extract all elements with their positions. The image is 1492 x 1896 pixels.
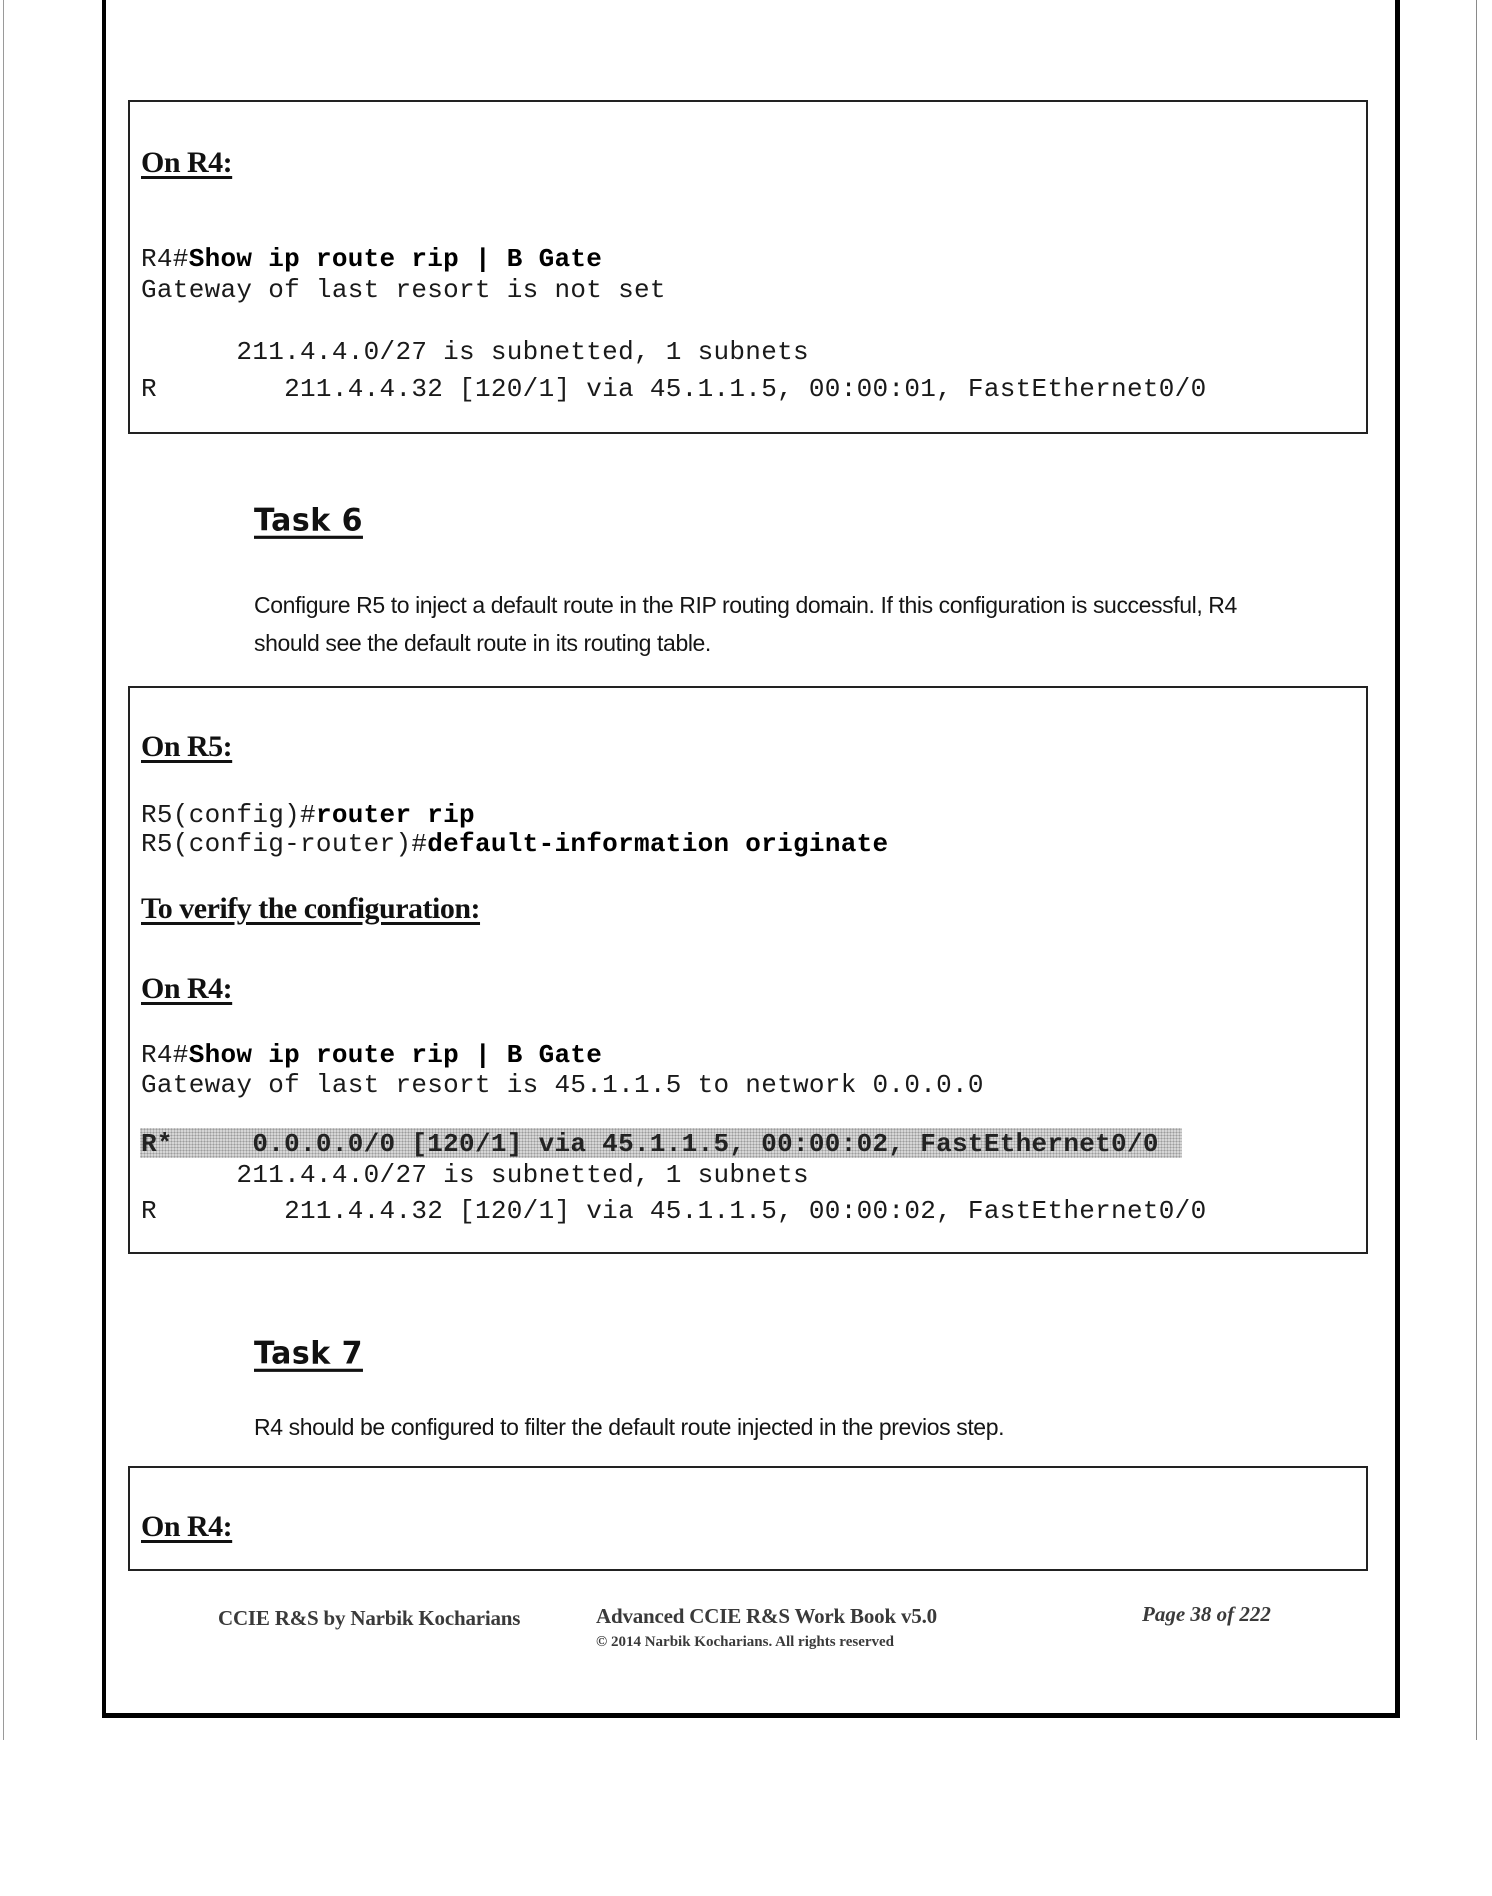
cli-output-line: R 211.4.4.32 [120/1] via 45.1.1.5, 00:00:02, FastEthernet0/0 xyxy=(141,1196,1207,1226)
footer-book-title: Advanced CCIE R&S Work Book v5.0 xyxy=(596,1604,937,1628)
cli-output-line: 211.4.4.0/27 is subnetted, 1 subnets xyxy=(141,337,809,367)
cli-output-line: R 211.4.4.32 [120/1] via 45.1.1.5, 00:00:01, FastEthernet0/0 xyxy=(141,374,1207,404)
cli-output-line-default-route: R* 0.0.0.0/0 [120/1] via 45.1.1.5, 00:00:02, FastEthernet0/0 xyxy=(141,1129,1159,1159)
task-description: R4 should be configured to filter the default route injected in the previos step. xyxy=(254,1414,1005,1440)
cli-output-line: Gateway of last resort is 45.1.1.5 to network 0.0.0.0 xyxy=(141,1070,984,1100)
task-title: Task 6 xyxy=(254,502,363,539)
section-heading-on-r4: On R4: xyxy=(141,972,233,1005)
footer-copyright: © 2014 Narbik Kocharians. All rights reserved xyxy=(596,1634,895,1650)
footer-author: CCIE R&S by Narbik Kocharians xyxy=(218,1606,521,1630)
task-description: Configure R5 to inject a default route in the RIP routing domain. If this configuration is successful, R4 should see the default route in its routing table. xyxy=(254,592,1237,656)
cli-prompt: R4# xyxy=(141,1040,189,1070)
cli-output-line: 211.4.4.0/27 is subnetted, 1 subnets xyxy=(141,1160,809,1190)
footer-page-number: Page 38 of 222 xyxy=(1142,1602,1271,1626)
section-heading-on-r5: On R5: xyxy=(141,730,233,763)
section-heading-on-r4: On R4: xyxy=(141,1510,233,1543)
cli-command: router rip xyxy=(315,800,475,830)
scan-edge-right xyxy=(1476,0,1477,1740)
cli-command-line xyxy=(141,1040,602,1070)
task-title: Task 7 xyxy=(254,1335,363,1372)
verify-heading: To verify the configuration: xyxy=(141,892,481,925)
cli-command: Show ip route rip | B Gate xyxy=(188,244,603,274)
code-box-r4-filter xyxy=(128,1466,1368,1571)
cli-prompt: R5(config)# xyxy=(141,800,316,830)
scan-edge-left xyxy=(3,0,4,1740)
cli-prompt: R5(config-router)# xyxy=(141,829,428,859)
cli-output-line: Gateway of last resort is not set xyxy=(141,275,666,305)
cli-prompt: R4# xyxy=(141,244,189,274)
cli-command-line xyxy=(141,244,602,274)
section-heading-on-r4: On R4: xyxy=(141,146,233,179)
cli-command: default-information originate xyxy=(427,829,889,859)
cli-config-line xyxy=(141,800,475,830)
cli-config-line xyxy=(141,829,888,859)
cli-command: Show ip route rip | B Gate xyxy=(188,1040,603,1070)
